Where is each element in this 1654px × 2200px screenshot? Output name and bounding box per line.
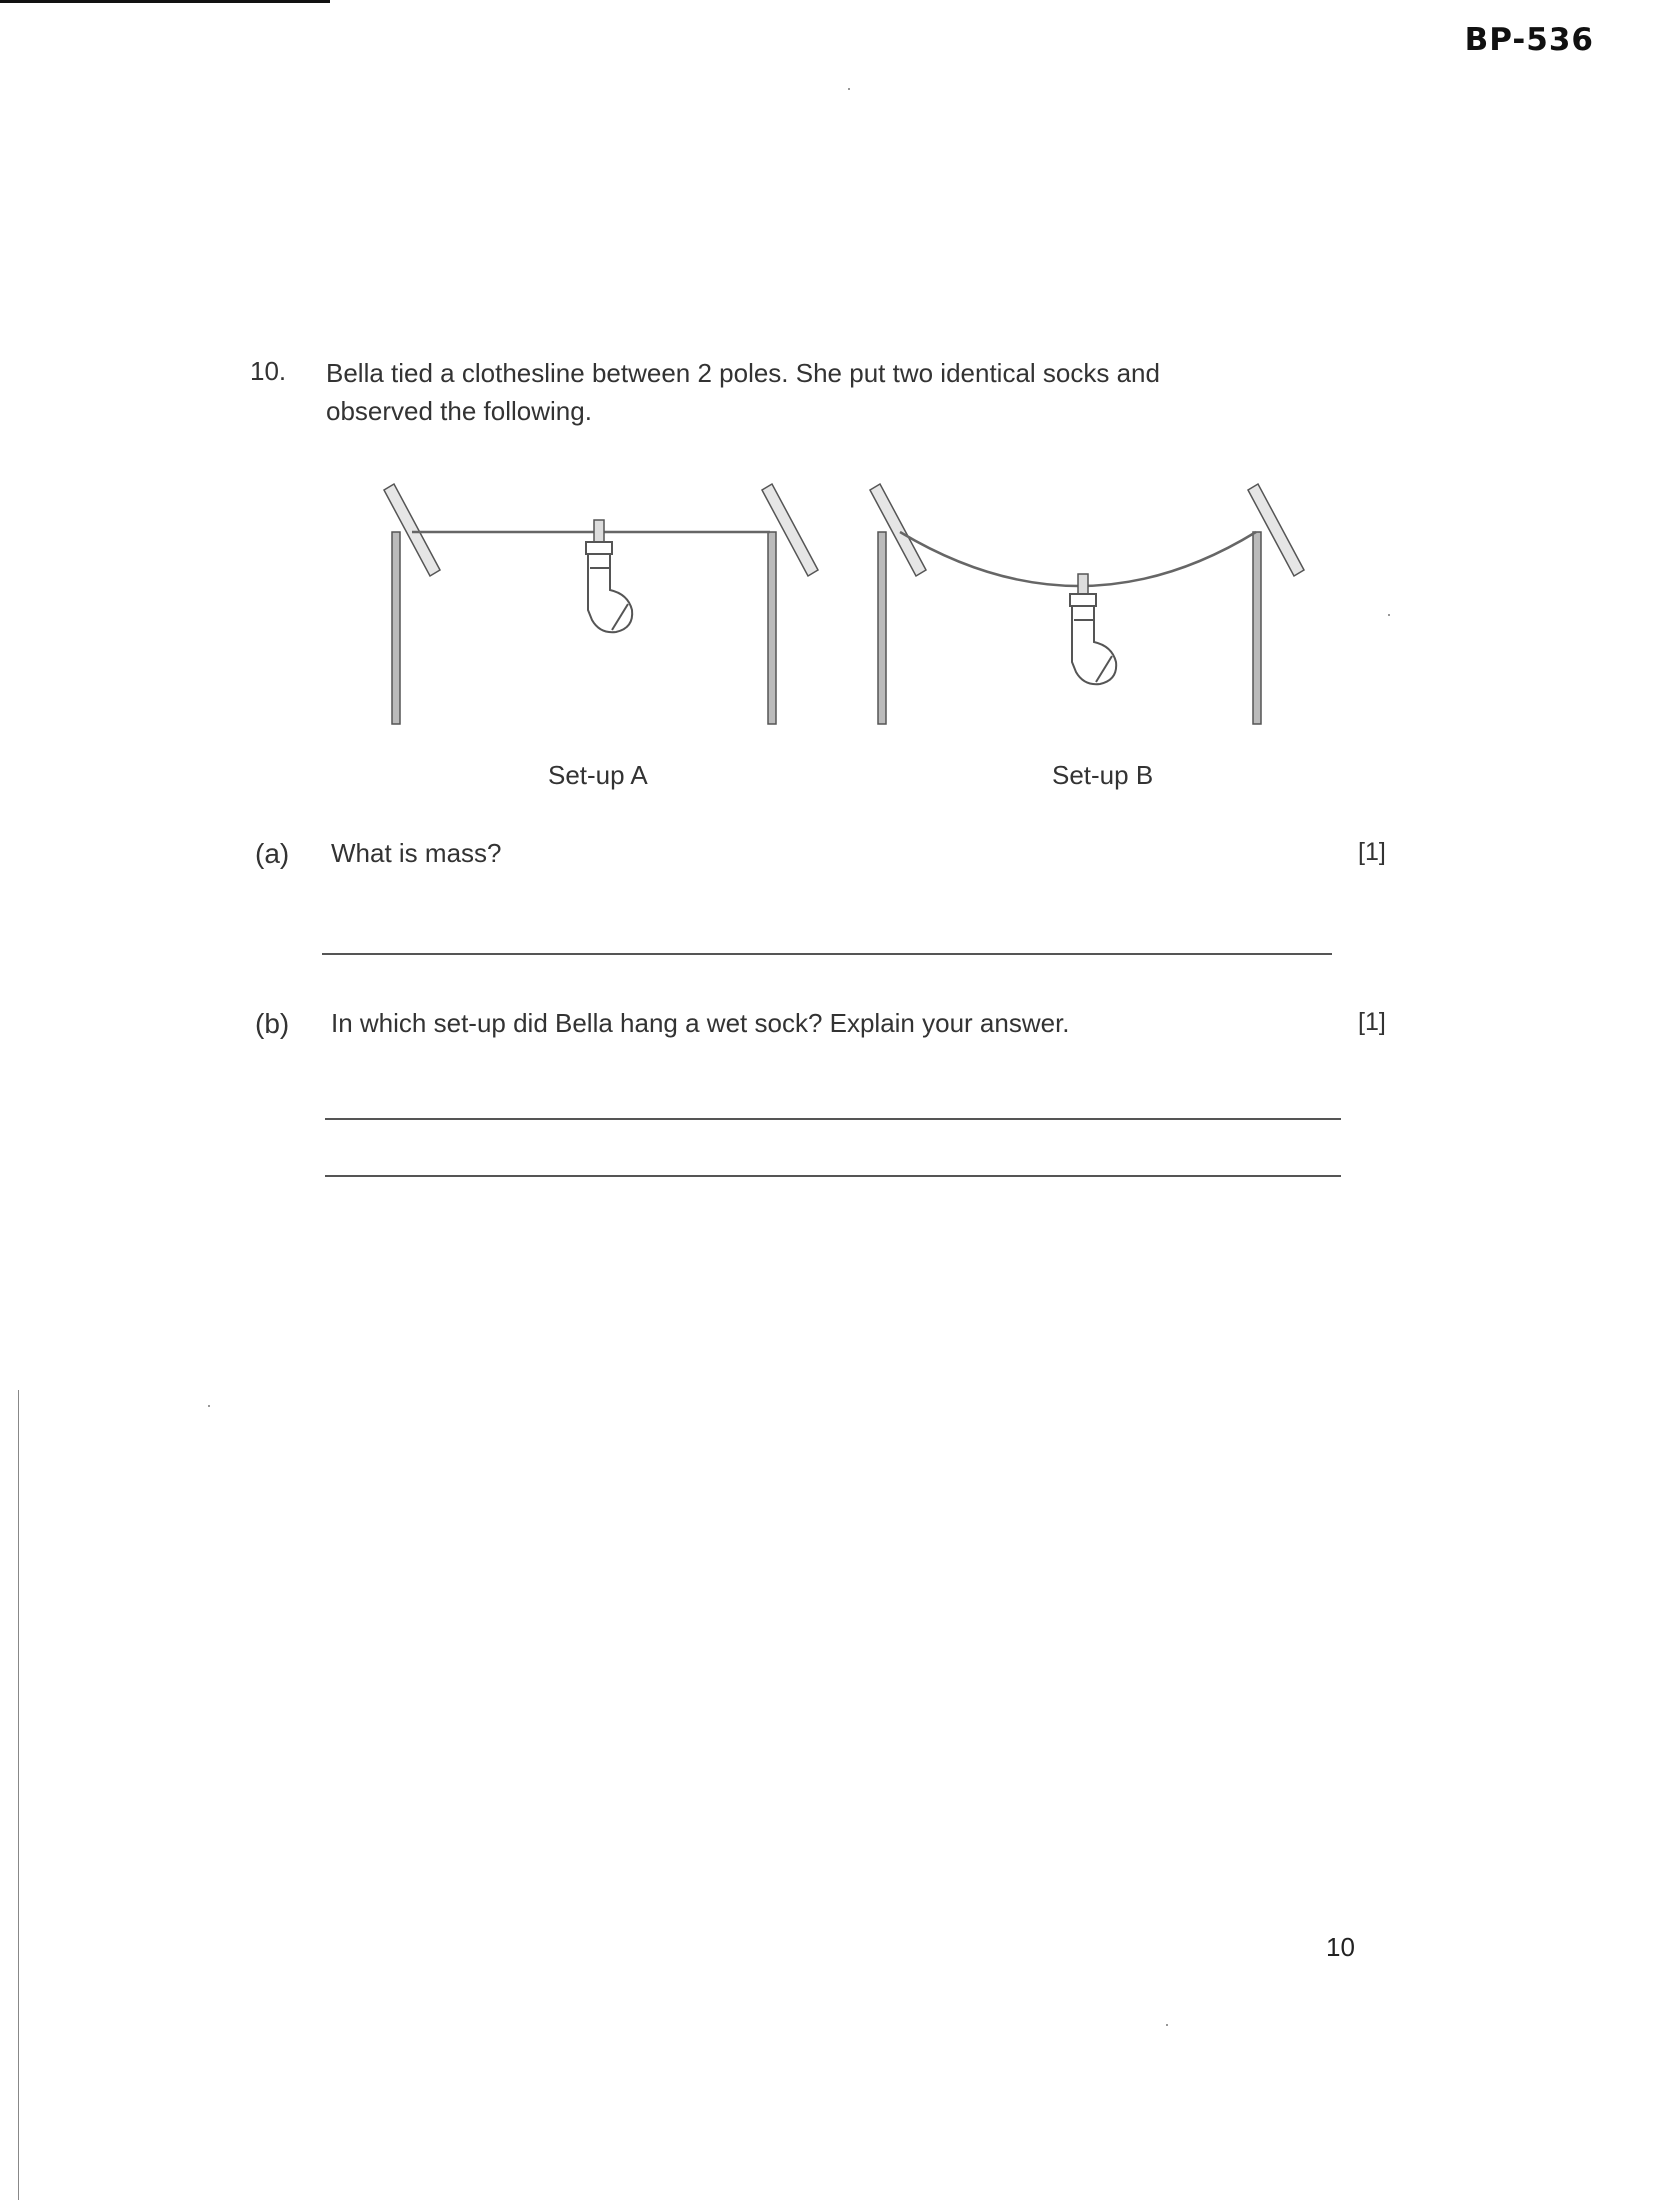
part-a-marks: [1] (1358, 838, 1386, 866)
scan-speck (1166, 2024, 1168, 2026)
setup-a-illustration (384, 484, 818, 724)
setup-b-illustration (870, 484, 1304, 724)
answer-line-a[interactable] (322, 953, 1332, 955)
sock-icon (1070, 574, 1116, 684)
sock-icon (586, 520, 632, 632)
part-a-text: What is mass? (331, 838, 502, 868)
caption-setup-b: Set-up B (1052, 760, 1154, 790)
scan-speck (848, 88, 850, 90)
part-b-text: In which set-up did Bella hang a wet sock? Explain your answer. (331, 1008, 1070, 1038)
question-number: 10. (250, 356, 287, 386)
part-b-marks: [1] (1358, 1008, 1386, 1036)
scan-speck (208, 1405, 210, 1407)
answer-line-b1[interactable] (325, 1118, 1341, 1120)
part-a-label: (a) (255, 838, 290, 869)
document-code: BP-536 (1464, 22, 1594, 58)
pole-icon (384, 484, 440, 724)
question-stem: Bella tied a clothesline between 2 poles. She put two identical socks and observed the following. (326, 358, 1160, 426)
part-b-label: (b) (255, 1008, 290, 1039)
scan-edge (18, 1390, 19, 2200)
answer-line-b2[interactable] (325, 1175, 1341, 1177)
pole-icon (762, 484, 818, 724)
page-number: 10 (1326, 1932, 1355, 1962)
pole-icon (1248, 484, 1304, 724)
pole-icon (870, 484, 926, 724)
caption-setup-a: Set-up A (548, 760, 648, 790)
scan-speck (1388, 614, 1390, 616)
top-rule (0, 0, 330, 3)
clothesline-figure (360, 470, 1340, 740)
